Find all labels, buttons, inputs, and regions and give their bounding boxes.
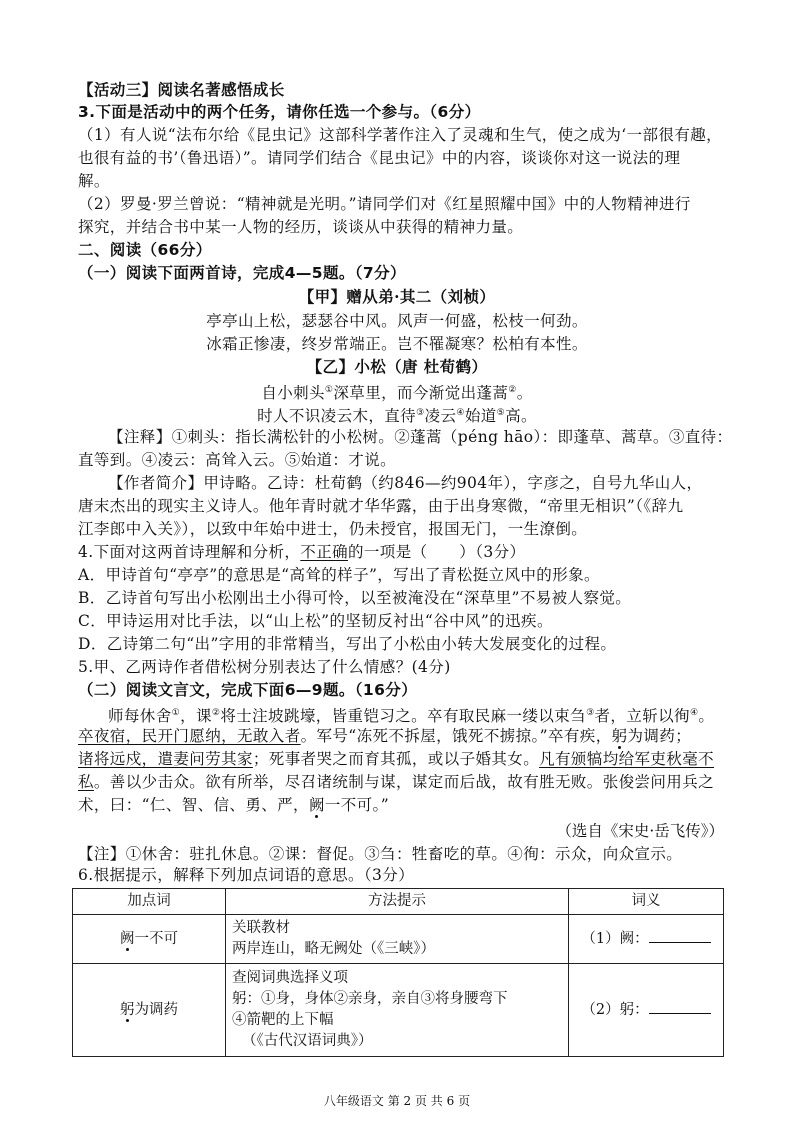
q6-table [72,888,724,1057]
table-row [73,915,724,964]
classical-line3: 诸将远戍，遣妻问劳其家；死事者哭之而育其孤，或以子婚其女。凡有颁犒均给军吏秋毫不 [78,750,715,768]
poem-notes-line1: 【注释】①刺头：指长满松针的小松树。②蓬蒿（péng hāo）：即蓬草、蒿草。③直待： [108,428,733,446]
reading-section-title: 二、阅读（66分） [78,241,212,259]
q3-task2-line2: 探究，并结合书中某一人物的经历，谈谈从中获得的精神力量。 [78,218,524,236]
activity3-title: 【活动三】阅读名著感悟成长 [78,81,285,99]
classical-line1: 师每休舍①，课②将士注坡跳壕，皆重铠习之。卒有取民麻一缕以束刍③者，立斩以徇④。 [108,707,715,726]
dotted-word-que: 阙 [308,796,325,814]
q6-stem: 6.根据提示，解释下列加点词语的意思。（3分） [78,866,415,884]
q3-task1-line1: （1）有人说“法布尔给《昆虫记》这部科学著作注入了灵魂和生气，使之成为‘一部很有趣， [78,126,723,144]
q4-stem: 4.下面对这两首诗理解和分析，不正确的一项是（ ）（3分） [78,543,526,561]
part1-heading: （一）阅读下面两首诗，完成4—5题。（7分） [78,264,406,282]
poem2-line2: 时人不识凌云木，直待③凌云④始道⑤高。 [257,407,537,426]
author-intro-line3: 江李郎中入关》），以致中年始中进士，仍未授官，报国无门，一生潦倒。 [78,520,588,538]
table-header-row [73,889,724,915]
poem1-line1: 亭亭山上松，瑟瑟谷中风。风声一何盛，松枝一何劲。 [206,312,588,330]
author-intro-line1: 【作者简介】甲诗略。乙诗：杜荀鹤（约846—约904年），字彦之，自号九华山人， [108,474,703,492]
part2-heading: （二）阅读文言文，完成下面6—9题。（16分） [78,681,418,699]
table-row [73,964,724,1057]
classical-notes: 【注】①休舍：驻扎休息。②课：督促。③刍：牲畜吃的草。④徇：示众，向众宣示。 [78,845,683,863]
table-cell-answer: （2）躬： [569,964,724,1057]
q3-heading: 3.下面是活动中的两个任务，请你任选一个参与。（6分） [78,103,481,121]
poem2-line1: 自小刺头①深草里，而今渐觉出蓬蒿②。 [261,384,533,403]
table-cell-answer: （1）阙： [569,915,724,964]
table-cell-word: 躬为调药 [73,964,226,1057]
answer-blank-1[interactable] [649,928,711,943]
dotted-word-gong: 躬 [611,727,628,745]
q3-task1-line2: 也很有益的书’（鲁迅语）”。请同学们结合《昆虫记》中的内容，谈谈你对这一说法的理 [78,149,681,167]
page-footer: 八年级语文 第 2 页 共 6 页 [323,1094,471,1108]
table-header: 方法提示 [226,889,569,915]
poem-notes-line2: 直等到。④凌云：高耸入云。⑤始道：才说。 [78,451,397,469]
table-cell-hint: 关联教材 两岸连山，略无阙处（《三峡》） [226,915,569,964]
q5-stem: 5.甲、乙两诗作者借松树分别表达了什么情感？(4分) [78,658,451,676]
q3-task2-line1: （2）罗曼·罗兰曾说：“精神就是光明。”请同学们对《红星照耀中国》中的人物精神进行 [78,195,691,213]
classical-line2: 卒夜宿，民开门愿纳，无敢入者。军号“冻死不拆屋，饿死不掳掠。”卒有疾，躬为调药； [78,727,692,745]
classical-source: （选自《宋史·岳飞传》） [556,822,724,840]
q4-option-a: A．甲诗首句“亭亭”的意思是“高耸的样子”，写出了青松挺立风中的形象。 [78,566,600,584]
table-cell-hint: 查阅词典选择义项 躬：①身，身体②亲身，亲自③将身腰弯下 ④箭靶的上下幅 （《古代汉语词典》） [226,964,569,1057]
q4-negation: 不正确 [300,543,348,561]
q4-option-d: D．乙诗第二句“出”字用的非常精当，写出了小松由小转大发展变化的过程。 [78,635,617,653]
poem1-title: 【甲】赠从弟·其二（刘桢） [298,287,496,306]
q3-task1-line3: 解。 [78,172,110,190]
answer-blank-2[interactable] [649,999,711,1014]
table-cell-word: 阙一不可 [73,915,226,964]
poem2-title: 【乙】小松（唐 杜荀鹤） [306,357,488,376]
table-header: 加点词 [73,889,226,915]
classical-line4: 私。善以少击众。欲有所举，尽召诸统制与谋，谋定而后战，故有胜无败。张俊尝问用兵之 [78,773,715,791]
q4-option-b: B．乙诗首句写出小松刚出土小得可怜，以至被淹没在“深草里”不易被人察觉。 [78,589,632,607]
table-header: 词义 [569,889,724,915]
classical-line5: 术，曰：“仁、智、信、勇、严，阙一不可。” [78,796,390,814]
author-intro-line2: 唐末杰出的现实主义诗人。他年青时就才华华露，由于出身寒微，“帝里无相识”（《辞九 [78,497,684,515]
q4-option-c: C．甲诗运用对比手法，以“山上松”的坚韧反衬出“谷中风”的迅疾。 [78,612,553,630]
poem1-line2: 冰霜正惨凄，终岁常端正。岂不罹凝寒？松柏有本性。 [206,335,588,353]
